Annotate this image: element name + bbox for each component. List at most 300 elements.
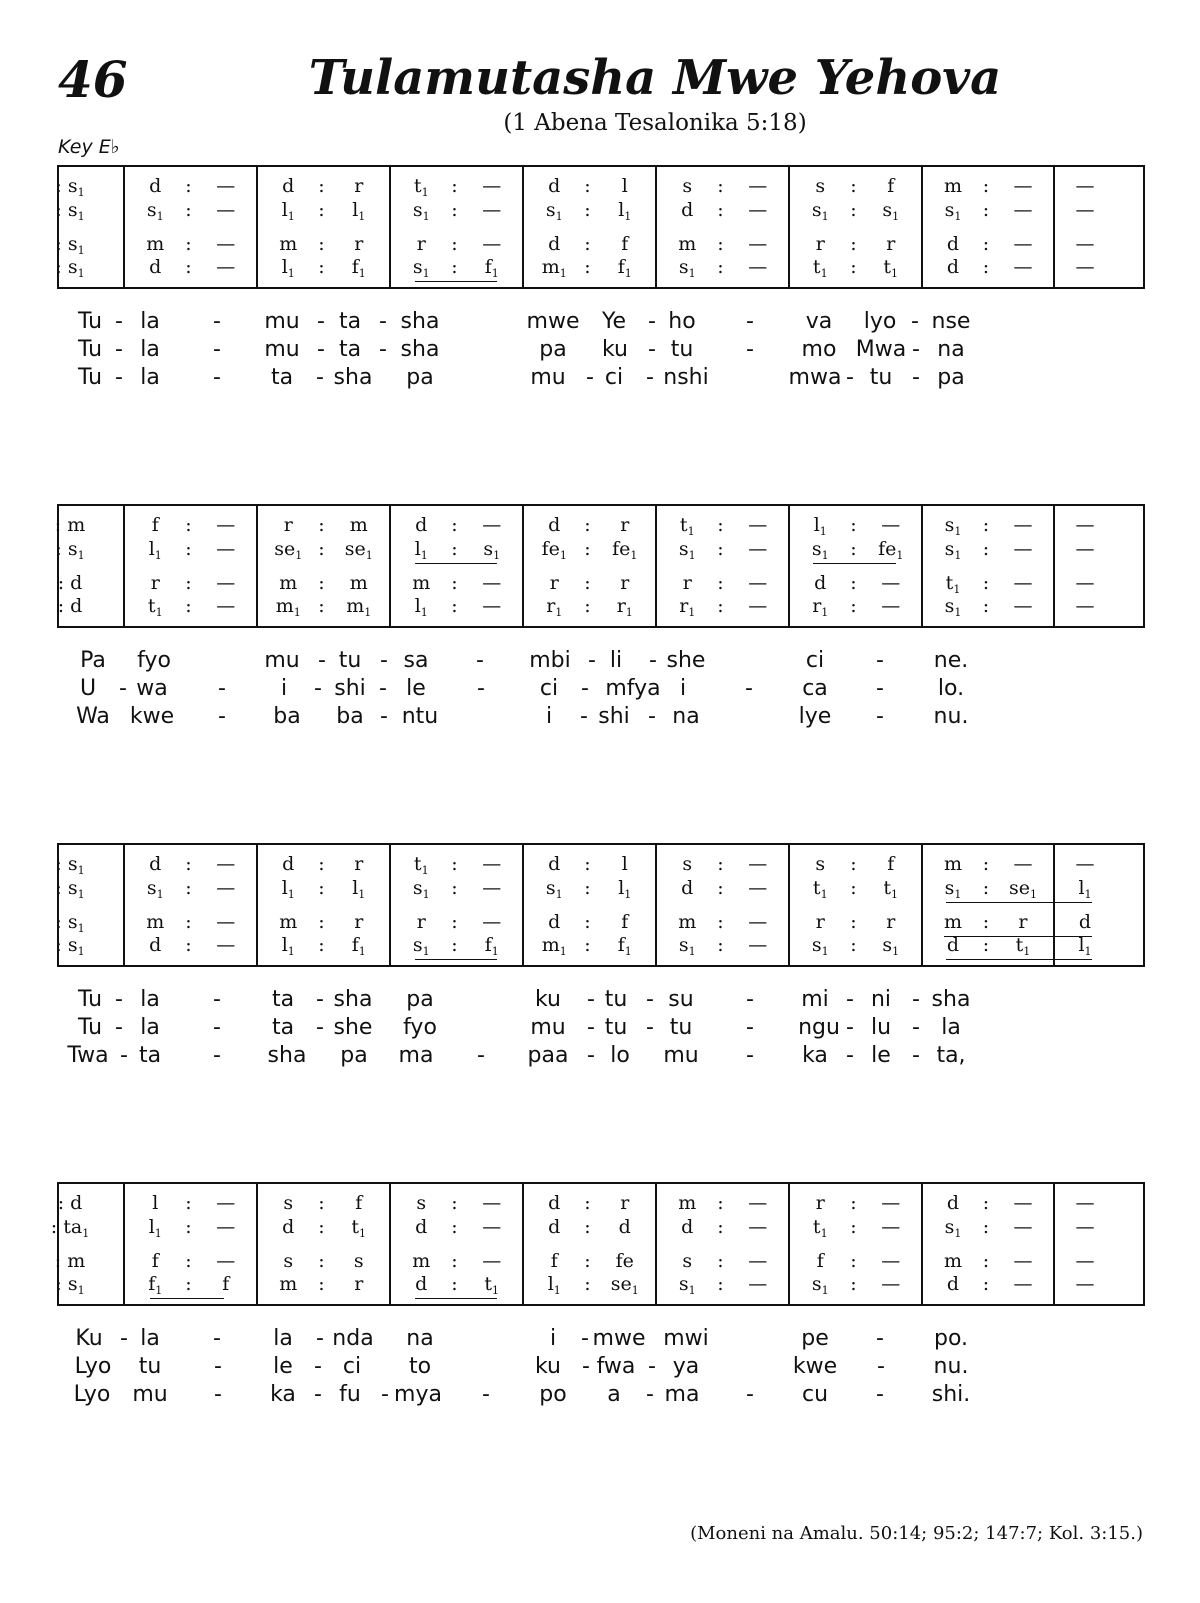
solfa-note: : xyxy=(584,877,591,899)
lyric-syllable: mu xyxy=(264,648,300,673)
solfa-note: s xyxy=(815,175,826,197)
syllable-hyphen: - xyxy=(381,1382,389,1407)
solfa-note: : xyxy=(850,256,857,278)
solfa-note: : xyxy=(584,1273,591,1295)
lyric-syllable: nse xyxy=(931,309,971,334)
lyric-syllable: ci xyxy=(805,648,825,673)
solfa-note: f xyxy=(621,911,629,933)
bar-line xyxy=(921,845,923,965)
solfa-note: d xyxy=(415,514,428,536)
solfa-note: — xyxy=(482,233,502,255)
solfa-note: — xyxy=(748,1216,768,1238)
lyric-syllable: ma xyxy=(398,1043,434,1068)
scripture-reference: (1 Abena Tesalonika 5:18) xyxy=(503,110,807,136)
syllable-hyphen: - xyxy=(477,676,485,701)
solfa-note: : xyxy=(584,514,591,536)
bar-line xyxy=(256,1184,258,1304)
solfa-note: $l_1$ xyxy=(1078,877,1092,901)
bar-line xyxy=(655,1184,657,1304)
solfa-note: : xyxy=(584,1250,591,1272)
solfa-note: f xyxy=(816,1250,824,1272)
solfa-note: d xyxy=(681,199,694,221)
solfa-note: : xyxy=(717,1192,724,1214)
solfa-note: : xyxy=(318,595,325,617)
syllable-hyphen: - xyxy=(482,1382,490,1407)
solfa-note: $s_1$ xyxy=(882,934,900,958)
lyric-syllable: Tu xyxy=(77,987,103,1012)
lyric-syllable: Tu xyxy=(77,309,103,334)
lyric-syllable: Lyo xyxy=(73,1382,111,1407)
syllable-hyphen: - xyxy=(314,1354,322,1379)
solfa-note: d xyxy=(282,175,295,197)
solfa-note: : xyxy=(717,1216,724,1238)
syllable-hyphen: - xyxy=(115,987,123,1012)
solfa-note: — xyxy=(881,1216,901,1238)
solfa-note: $s_1$ xyxy=(678,538,696,562)
solfa-note: $t_1$ xyxy=(883,877,899,901)
lyric-syllable: Tu xyxy=(77,365,103,390)
syllable-hyphen: - xyxy=(582,1354,590,1379)
lyric-syllable: mfya xyxy=(605,676,661,701)
solfa-note: : xyxy=(850,199,857,221)
solfa-note: d xyxy=(946,233,960,255)
solfa-note: : xyxy=(982,595,990,617)
syllable-hyphen: - xyxy=(317,309,325,334)
syllable-hyphen: - xyxy=(316,365,324,390)
lyric-syllable: lu xyxy=(870,1015,892,1040)
solfa-note: — xyxy=(1075,256,1095,278)
syllable-hyphen: - xyxy=(581,676,589,701)
solfa-note: : xyxy=(850,1250,857,1272)
solfa-note: $t_1$ xyxy=(812,1216,828,1240)
solfa-note: : xyxy=(318,175,325,197)
solfa-note: : $s_1$ xyxy=(55,853,85,877)
solfa-note: d xyxy=(282,1216,295,1238)
solfa-note: $fe_1$ xyxy=(878,538,904,562)
lyric-syllable: ya xyxy=(672,1354,700,1379)
syllable-hyphen: - xyxy=(846,1043,854,1068)
solfa-note: s xyxy=(815,853,826,875)
solfa-note: d xyxy=(946,1273,960,1295)
solfa-note: m xyxy=(279,233,298,255)
solfa-note: $r_1$ xyxy=(616,595,633,619)
solfa-note: d xyxy=(548,1192,561,1214)
syllable-hyphen: - xyxy=(846,365,854,390)
solfa-note: $s_1$ xyxy=(412,256,430,280)
solfa-note: : xyxy=(185,572,192,594)
lyric-syllable: kwe xyxy=(792,1354,838,1379)
solfa-note: — xyxy=(748,514,768,536)
syllable-hyphen: - xyxy=(846,987,854,1012)
solfa-note: $s_1$ xyxy=(944,199,962,223)
lyric-syllable: na xyxy=(672,704,700,729)
solfa-note: $s_1$ xyxy=(811,934,829,958)
solfa-note: — xyxy=(1075,233,1095,255)
solfa-note: : xyxy=(584,256,591,278)
bar-line xyxy=(921,1184,923,1304)
lyric-syllable: po. xyxy=(933,1326,969,1351)
solfa-note: d xyxy=(681,1216,694,1238)
slur-underline xyxy=(415,959,497,960)
syllable-hyphen: - xyxy=(218,676,226,701)
solfa-note: : xyxy=(584,1216,591,1238)
solfa-note: $f_1$ xyxy=(351,256,366,280)
lyric-syllable: Tu xyxy=(77,337,103,362)
syllable-hyphen: - xyxy=(586,365,594,390)
solfa-note: $se_1$ xyxy=(610,1273,639,1297)
lyric-syllable: i xyxy=(545,704,553,729)
lyric-syllable: ka xyxy=(802,1043,828,1068)
solfa-note: — xyxy=(748,595,768,617)
solfa-note: m xyxy=(943,175,963,197)
bar-line xyxy=(788,845,790,965)
syllable-hyphen: - xyxy=(213,1015,221,1040)
solfa-note: : xyxy=(318,199,325,221)
solfa-note: — xyxy=(1013,572,1033,594)
solfa-note: — xyxy=(482,514,502,536)
solfa-note: — xyxy=(748,877,768,899)
solfa-note: : xyxy=(850,1216,857,1238)
solfa-note: : $s_1$ xyxy=(55,175,85,199)
solfa-note: — xyxy=(748,1273,768,1295)
solfa-note: r xyxy=(815,1192,825,1214)
solfa-note: : xyxy=(318,233,325,255)
solfa-note: : xyxy=(982,1250,990,1272)
solfa-note: : xyxy=(717,175,724,197)
solfa-note: : xyxy=(318,934,325,956)
solfa-note: : xyxy=(982,538,990,560)
syllable-hyphen: - xyxy=(587,1015,595,1040)
solfa-note: : xyxy=(185,1250,192,1272)
solfa-note: : $s_1$ xyxy=(55,233,85,257)
solfa-note: m xyxy=(678,911,697,933)
lyric-syllable: na xyxy=(937,337,965,362)
lyric-syllable: fyo xyxy=(137,648,171,673)
solfa-note: $t_1$ xyxy=(812,877,828,901)
solfa-note: : xyxy=(982,1273,990,1295)
solfa-note: : xyxy=(451,877,458,899)
solfa-note: s xyxy=(283,1250,294,1272)
solfa-note: : xyxy=(318,1192,325,1214)
solfa-note: — xyxy=(482,595,502,617)
solfa-note: $se_1$ xyxy=(1008,877,1037,901)
lyric-syllable: mwe xyxy=(526,309,580,334)
solfa-note: $r_1$ xyxy=(812,595,829,619)
solfa-note: $s_1$ xyxy=(678,256,696,280)
solfa-note: : d xyxy=(57,572,83,594)
solfa-note: — xyxy=(1075,595,1095,617)
solfa-note: : $s_1$ xyxy=(55,199,85,223)
solfa-note: — xyxy=(216,538,236,560)
lyric-syllable: ci xyxy=(539,676,559,701)
solfa-note: — xyxy=(1013,1250,1033,1272)
solfa-note: : xyxy=(717,853,724,875)
syllable-hyphen: - xyxy=(587,1043,595,1068)
syllable-hyphen: - xyxy=(745,676,753,701)
syllable-hyphen: - xyxy=(581,1326,589,1351)
lyric-syllable: fwa xyxy=(596,1354,636,1379)
solfa-note: : xyxy=(318,1250,325,1272)
syllable-hyphen: - xyxy=(213,1043,221,1068)
syllable-hyphen: - xyxy=(646,1382,654,1407)
syllable-hyphen: - xyxy=(876,1326,884,1351)
solfa-note: : xyxy=(185,877,192,899)
solfa-note: — xyxy=(748,1192,768,1214)
solfa-note: — xyxy=(881,1273,901,1295)
solfa-note: — xyxy=(748,853,768,875)
lyric-syllable: Wa xyxy=(76,704,110,729)
lyric-syllable: le xyxy=(406,676,426,701)
solfa-note: s xyxy=(682,1250,693,1272)
solfa-note: $s_1$ xyxy=(545,877,563,901)
solfa-note: — xyxy=(1013,1273,1033,1295)
solfa-note: : xyxy=(451,1192,458,1214)
solfa-note: d xyxy=(1078,911,1092,933)
solfa-note: — xyxy=(482,199,502,221)
lyric-syllable: ngu xyxy=(798,1015,840,1040)
solfa-note: $l_1$ xyxy=(618,877,632,901)
solfa-note: d xyxy=(618,1216,631,1238)
lyric-syllable: mu xyxy=(663,1043,699,1068)
lyric-syllable: tu xyxy=(604,987,628,1012)
slur-underline xyxy=(813,563,896,564)
solfa-note: : $s_1$ xyxy=(55,538,85,562)
solfa-note: $r_1$ xyxy=(546,595,563,619)
solfa-note: : xyxy=(717,877,724,899)
solfa-note: $l_1$ xyxy=(813,514,827,538)
lyric-syllable: mwe xyxy=(592,1326,646,1351)
solfa-note: : xyxy=(185,1273,192,1295)
lyric-syllable: Pa xyxy=(80,648,106,673)
solfa-note: r xyxy=(886,911,896,933)
solfa-note: $l_1$ xyxy=(148,538,162,562)
bar-line xyxy=(389,845,391,965)
solfa-note: : xyxy=(982,877,990,899)
lyric-syllable: fyo xyxy=(403,1015,437,1040)
solfa-note: : xyxy=(584,911,591,933)
solfa-note: s xyxy=(416,1192,427,1214)
solfa-note: : xyxy=(717,934,724,956)
solfa-note: d xyxy=(946,1192,960,1214)
syllable-hyphen: - xyxy=(876,676,884,701)
syllable-hyphen: - xyxy=(477,1043,485,1068)
solfa-note: — xyxy=(1013,595,1033,617)
lyric-syllable: la xyxy=(140,1326,160,1351)
solfa-note: : xyxy=(318,877,325,899)
lyric-syllable: la xyxy=(140,309,160,334)
lyric-syllable: la xyxy=(140,337,160,362)
solfa-note: $r_1$ xyxy=(679,595,696,619)
solfa-note: d xyxy=(149,853,162,875)
slur-underline xyxy=(944,936,1092,937)
bar-line xyxy=(256,845,258,965)
solfa-note: — xyxy=(482,911,502,933)
solfa-note: — xyxy=(748,175,768,197)
solfa-note: — xyxy=(1013,233,1033,255)
solfa-note: : xyxy=(717,572,724,594)
solfa-note: d xyxy=(548,911,561,933)
syllable-hyphen: - xyxy=(115,1015,123,1040)
solfa-note: d xyxy=(282,853,295,875)
solfa-note: $s_1$ xyxy=(678,1273,696,1297)
solfa-note: : xyxy=(850,1192,857,1214)
lyric-syllable: sha xyxy=(333,987,373,1012)
lyric-syllable: sha xyxy=(267,1043,307,1068)
solfa-note: $f_1$ xyxy=(484,256,499,280)
syllable-hyphen: - xyxy=(314,676,322,701)
solfa-note: : $s_1$ xyxy=(55,934,85,958)
solfa-note: $l_1$ xyxy=(1078,934,1092,958)
lyric-syllable: mbi xyxy=(529,648,571,673)
solfa-note: $t_1$ xyxy=(945,572,961,596)
lyric-syllable: kwe xyxy=(129,704,175,729)
syllable-hyphen: - xyxy=(213,337,221,362)
solfa-note: — xyxy=(216,934,236,956)
syllable-hyphen: - xyxy=(115,365,123,390)
solfa-note: fe xyxy=(615,1250,634,1272)
solfa-note: — xyxy=(216,877,236,899)
bar-line xyxy=(522,167,524,287)
solfa-note: : xyxy=(185,233,192,255)
solfa-note: : xyxy=(584,233,591,255)
lyric-syllable: i xyxy=(549,1326,557,1351)
bar-line xyxy=(123,1184,125,1304)
bar-line xyxy=(655,506,657,626)
lyric-syllable: ho xyxy=(668,309,696,334)
solfa-note: s xyxy=(682,175,693,197)
syllable-hyphen: - xyxy=(876,648,884,673)
solfa-note: : xyxy=(850,233,857,255)
solfa-note: : $ta_1$ xyxy=(50,1216,90,1240)
solfa-note: $s_1$ xyxy=(146,199,164,223)
syllable-hyphen: - xyxy=(218,704,226,729)
solfa-note: : xyxy=(318,1273,325,1295)
syllable-hyphen: - xyxy=(746,1015,754,1040)
slur-underline xyxy=(415,563,497,564)
lyric-syllable: le xyxy=(871,1043,891,1068)
solfa-note: d xyxy=(149,256,162,278)
solfa-note: : d xyxy=(57,595,83,617)
bar-line xyxy=(1053,506,1055,626)
solfa-note: d xyxy=(548,233,561,255)
solfa-note: r xyxy=(1018,911,1028,933)
lyric-syllable: shi xyxy=(334,676,366,701)
solfa-note: $f_1$ xyxy=(351,934,366,958)
lyric-syllable: cu xyxy=(801,1382,829,1407)
solfa-note: : xyxy=(318,853,325,875)
solfa-note: : xyxy=(451,1216,458,1238)
solfa-note: : $s_1$ xyxy=(55,911,85,935)
solfa-note: r xyxy=(682,572,692,594)
solfa-note: d xyxy=(548,175,561,197)
solfa-note: r xyxy=(354,911,364,933)
solfa-note: r xyxy=(283,514,293,536)
solfa-note: r xyxy=(416,233,426,255)
solfa-note: $l_1$ xyxy=(281,877,295,901)
syllable-hyphen: - xyxy=(380,704,388,729)
syllable-hyphen: - xyxy=(648,337,656,362)
lyric-syllable: she xyxy=(666,648,706,673)
lyric-syllable: ci xyxy=(604,365,624,390)
lyric-syllable: ca xyxy=(802,676,828,701)
lyric-syllable: mu xyxy=(530,1015,566,1040)
solfa-note: — xyxy=(748,572,768,594)
solfa-note: m xyxy=(146,911,165,933)
lyric-syllable: mya xyxy=(394,1382,442,1407)
solfa-note: $f_1$ xyxy=(148,1273,163,1297)
slur-underline xyxy=(415,281,497,282)
bar-line xyxy=(389,1184,391,1304)
solfa-note: r xyxy=(815,911,825,933)
solfa-note: m xyxy=(279,911,298,933)
solfa-note: f xyxy=(222,1273,230,1295)
solfa-note: — xyxy=(216,853,236,875)
syllable-hyphen: - xyxy=(911,309,919,334)
solfa-note: $s_1$ xyxy=(944,1216,962,1240)
lyric-syllable: U xyxy=(79,676,97,701)
solfa-note: — xyxy=(482,1250,502,1272)
lyric-syllable: mo xyxy=(801,337,837,362)
solfa-note: : xyxy=(451,911,458,933)
solfa-note: : xyxy=(318,1216,325,1238)
solfa-note: — xyxy=(216,911,236,933)
syllable-hyphen: - xyxy=(746,1043,754,1068)
solfa-note: $l_1$ xyxy=(148,1216,162,1240)
syllable-hyphen: - xyxy=(213,365,221,390)
hymn-title: Tulamutasha Mwe Yehova xyxy=(308,50,1002,106)
solfa-note: : xyxy=(850,1273,857,1295)
solfa-note: — xyxy=(748,199,768,221)
solfa-note: $m_1$ xyxy=(346,595,372,619)
solfa-note: : xyxy=(318,256,325,278)
solfa-note: l xyxy=(152,1192,159,1214)
syllable-hyphen: - xyxy=(587,987,595,1012)
bar-line xyxy=(522,506,524,626)
solfa-note: : xyxy=(451,1250,458,1272)
solfa-note: m xyxy=(412,1250,431,1272)
solfa-note: : xyxy=(451,934,458,956)
solfa-note: $s_1$ xyxy=(545,199,563,223)
lyric-syllable: ku xyxy=(534,987,562,1012)
solfa-note: : xyxy=(982,256,990,278)
solfa-note: : xyxy=(185,1216,192,1238)
lyric-syllable: lyo xyxy=(863,309,897,334)
solfa-note: f xyxy=(151,1250,159,1272)
lyric-syllable: ne. xyxy=(933,648,969,673)
solfa-note: — xyxy=(1075,853,1095,875)
solfa-note: — xyxy=(216,1250,236,1272)
solfa-note: — xyxy=(1013,175,1033,197)
syllable-hyphen: - xyxy=(646,1015,654,1040)
lyric-syllable: Twa xyxy=(67,1043,109,1068)
syllable-hyphen: - xyxy=(120,1043,128,1068)
solfa-note: — xyxy=(1013,514,1033,536)
lyric-syllable: ta xyxy=(271,1015,295,1040)
bar-line xyxy=(655,845,657,965)
solfa-note: : xyxy=(717,911,724,933)
solfa-note: l xyxy=(621,175,628,197)
solfa-note: : xyxy=(584,199,591,221)
solfa-note: $fe_1$ xyxy=(541,538,567,562)
solfa-note: $s_1$ xyxy=(483,538,501,562)
solfa-note: m xyxy=(943,853,963,875)
solfa-note: : xyxy=(451,256,458,278)
lyric-syllable: sha xyxy=(400,337,440,362)
bar-line xyxy=(123,845,125,965)
solfa-note: m xyxy=(943,911,963,933)
solfa-note: : xyxy=(982,175,990,197)
lyric-syllable: mu xyxy=(530,365,566,390)
